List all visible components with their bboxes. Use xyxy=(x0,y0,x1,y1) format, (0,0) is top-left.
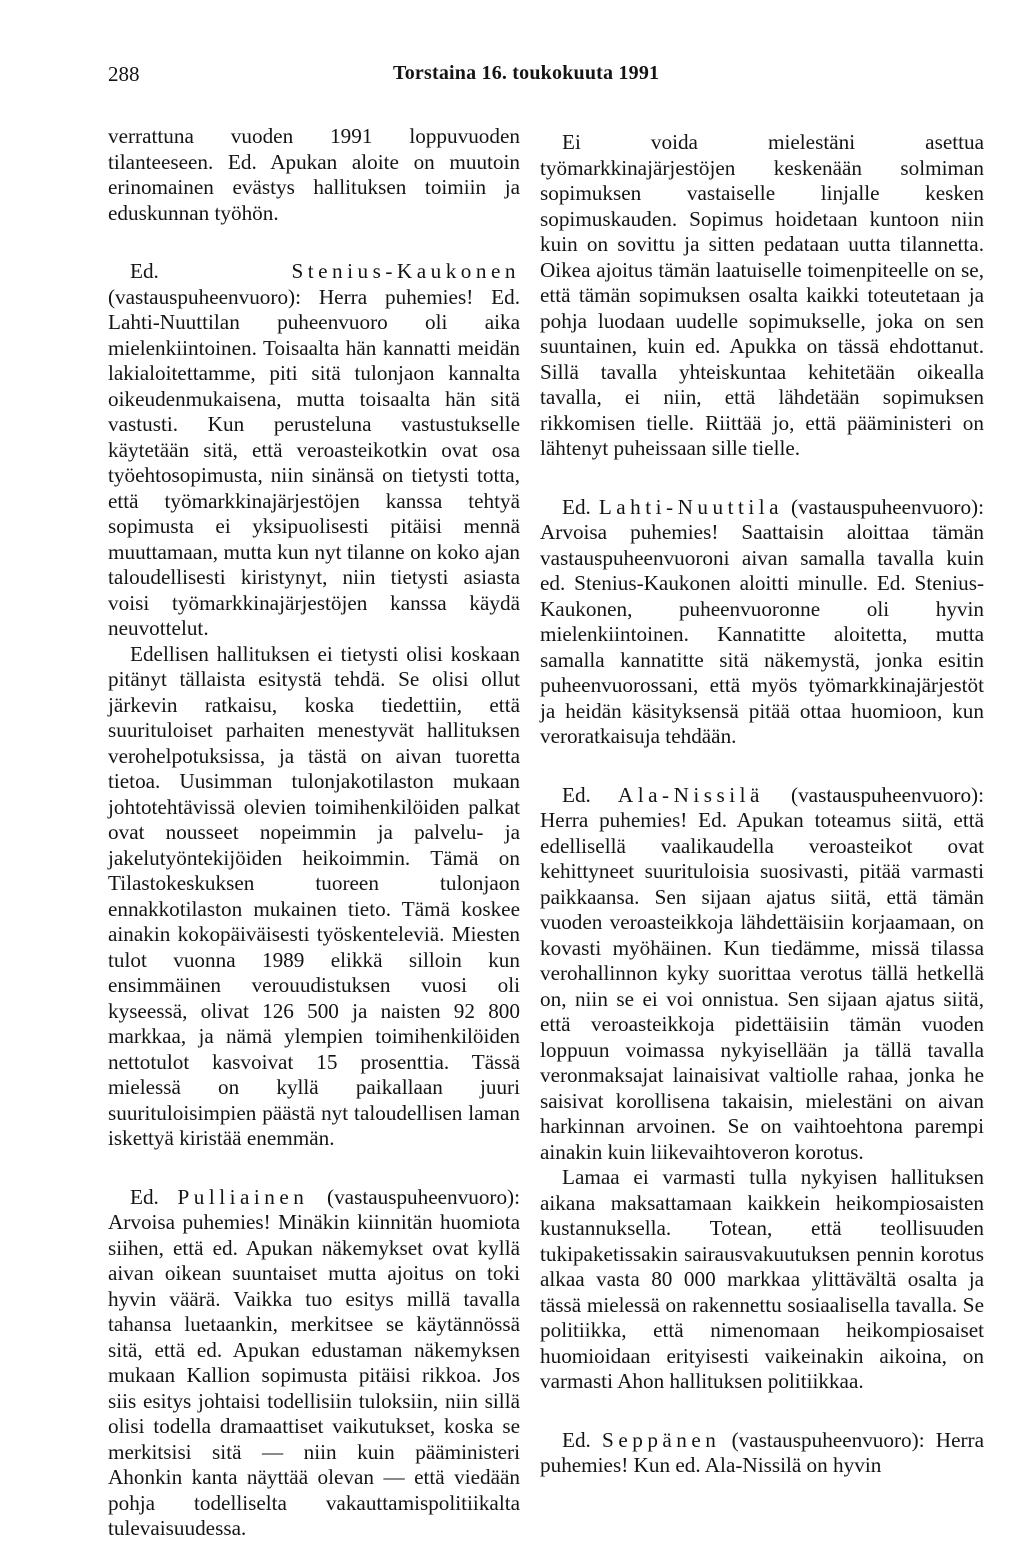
speech-paragraph xyxy=(108,259,520,642)
speech-paragraph xyxy=(540,495,984,750)
paragraph-text: verrattuna vuoden 1991 loppuvuoden tilanteeseen. Ed. Apukan aloite on muutoin erinomainen evästys hallituksen toimiin ja eduskunnan työhön. xyxy=(108,124,520,225)
running-title: Torstaina 16. toukokuuta 1991 xyxy=(393,62,660,84)
left-column xyxy=(108,124,520,1542)
paragraph-text: Lamaa ei varmasti tulla nykyisen hallituksen aikana maksattamaan kaikkein heikompiosaisten kustannuksella. Totean, että teollisuuden tukipaketissakin sairausvakuutuksen pennin korotus alkaa vasta 80 000 markkaa ylittävältä osalta ja tässä mielessä on rakennettu sosiaalisella tavalla. Se politiikka, että nimenomaan heikompiosaiset huomioidaan erityisesti vaikeinakin aikoina, on varmasti Ahon hallituksen politiikkaa. xyxy=(540,1165,984,1393)
speech-text: (vastauspuheenvuoro): Herra puhemies! Kun ed. Ala-Nissilä on hyvin xyxy=(540,1427,984,1477)
speaker-prefix: Ed. xyxy=(130,1184,178,1209)
speech-paragraph xyxy=(108,1185,520,1542)
speech-paragraph xyxy=(540,1428,984,1479)
page-header xyxy=(108,62,988,92)
paragraph xyxy=(108,642,520,1152)
speech-text: (vastauspuheenvuoro): Herra puhemies! Ed. Lahti-Nuuttilan puheenvuoro oli aika mielenkiintoinen. Toisaalta hän kannatti meidän lakialoitettamme, piti sitä tulonjaon kannalta oikeudenmukaisena, mutta toisaalta hän sitä vastusti. Kun perusteluna vastustukselle käytetään sitä, että veroasteikotkin ovat osa työehtosopimusta, niin sinänsä on tietysti totta, että työmarkkinajärjestöjen kanssa tehtyä sopimusta ei yksipuolisesti pitäisi mennä muuttamaan, mutta kun nyt tilanne on koko ajan taloudellisesti kiristynyt, niin tietysti asiasta voisi työmarkkinajärjestöjen kanssa käydä neuvottelut. xyxy=(108,284,520,640)
paragraph xyxy=(540,1165,984,1395)
paragraph-text: Edellisen hallituksen ei tietysti olisi koskaan pitänyt tällaista esitystä tehdä. Se olisi ollut järkevin ratkaisu, koska tiedettiin, että suurituloiset parhaiten menestyvät hallituksen verohelpotuksissa, ja tästä on aivan tuoretta tietoa. Uusimman tulonjakotilaston mukaan johtotehtävissä olevien toimihenkilöiden palkat ovat nousseet nopeimmin ja palvelu- ja jakelutyöntekijöiden heikoimmin. Tämä on Tilastokeskuksen tuoreen tulonjaon ennakkotilaston mukainen tieto. Tämä koskee ainakin kokopäiväisesti työskenteleviä. Miesten tulot vuonna 1989 elikkä silloin kun ensimmäinen verouudistuksen vuosi oli kyseessä, olivat 126 500 ja naisten 92 800 markkaa, ja nämä ylempien toimihenkilöiden nettotulot kasvoivat 15 prosenttia. Tässä mielessä on kyllä paikallaan juuri suurituloisimpien päästä nyt taloudellisen laman iskettyä kiristää enemmän. xyxy=(108,641,520,1150)
continuation-paragraph xyxy=(108,124,520,226)
speech-text: (vastauspuheenvuoro): Arvoisa puhemies! Saattaisin aloittaa tämän vastauspuheenvuoroni aivan samalla tavalla kuin ed. Stenius-Kaukonen aloitti minulle. Ed. Stenius-Kaukonen, puheenvuoronne oli hyvin mielenkiintoinen. Kannatitte aloitetta, mutta samalla kannatitte sitä näkemystä, jonka esitin puheenvuorossani, että myös työmarkkinajärjestöt ja heidän käsityksensä pitää ottaa huomioon, kun veroratkaisuja tehdään. xyxy=(540,494,984,748)
speaker-name: Stenius-Kaukonen xyxy=(291,259,520,283)
page-number: 288 xyxy=(108,62,140,86)
speech-paragraph xyxy=(540,783,984,1166)
speaker-name: Seppänen xyxy=(602,1427,721,1452)
paragraph-text: Ei voida mielestäni asettua työmarkkinajärjestöjen keskenään solmiman sopimuksen vastaiselle linjalle kesken sopimuskauden. Sopimus hoidetaan kuntoon niin kuin on sovittu ja sitten pedataan uutta tilannetta. Oikea ajoitus tämän laatuiselle toimenpiteelle on se, että tämän sopimuksen osalta kaikki toteutetaan ja pohja luodaan uudelle sopimukselle, joka on sen suuntainen, kuin ed. Apukka on tässä ehdottanut. Sillä tavalla yhteiskuntaa kehitetään oikealla tavalla, ei niin, että lähdetään sopimuksen rikkomisen tielle. Riittää jo, että pääministeri on lähtenyt puheissaan sille tielle. xyxy=(540,130,984,460)
speech-text: (vastauspuheenvuoro): Herra puhemies! Ed. Apukan toteamus siitä, että edellisellä vaalikaudella veroasteikot ovat kehittyneet suurituloisia suosivasti, pitää varmasti paikkaansa. Sen sijaan ajatus siitä, että tämän vuoden veroasteikkoja lähdettäisiin korjaamaan, on kovasti myöhäinen. Kun tiedämme, missä tilassa verohallinnon kyky suorittaa verotus tällä hetkellä on, niin se ei voi onnistua. Sen sijaan ajatus siitä, että veroasteikkoja pidettäisiin tämän vuoden loppuun voimassa nykyisellään ja tällä tavalla veronmaksajat lainaisivat valtiolle rahaa, jonka he saisivat korollisena takaisin, mielestäni on aivan harkinnan arvoinen. Se on vaihtoehtona parempi ainakin kuin liikevaihtoveron korotus. xyxy=(540,782,984,1164)
continuation-paragraph xyxy=(540,130,984,462)
speaker-name: Pulliainen xyxy=(177,1184,309,1209)
speaker-name: Lahti-Nuuttila xyxy=(598,494,784,519)
speaker-name: Ala-Nissilä xyxy=(617,782,764,807)
speaker-prefix: Ed. xyxy=(562,782,618,807)
speech-text: (vastauspuheenvuoro): Arvoisa puhemies! Minäkin kiinnitän huomiota siihen, että ed. Apukan näkemykset ovat kyllä aivan oikean suuntaiset mutta ajoitus on toki hyvin väärä. Vaikka tuo esitys millä tavalla tahansa luetaankin, merkitsee se käytännössä sitä, että ed. Apukan edustaman näkemyksen mukaan Kallion sopimusta pitäisi rikkoa. Jos siis esitys johtaisi todellisiin tuloksiin, niin sillä olisi todella dramaattiset vaikutukset, koska se merkitsisi sitä — niin kuin pääministeri Ahonkin kanta näyttää olevan — että viedään pohja todelliselta vakauttamispolitiikalta tulevaisuudessa. xyxy=(108,1184,520,1540)
speaker-prefix: Ed. xyxy=(562,494,599,519)
right-column xyxy=(540,130,984,1479)
speaker-prefix: Ed. xyxy=(562,1427,603,1452)
speaker-prefix: Ed. xyxy=(130,259,292,283)
